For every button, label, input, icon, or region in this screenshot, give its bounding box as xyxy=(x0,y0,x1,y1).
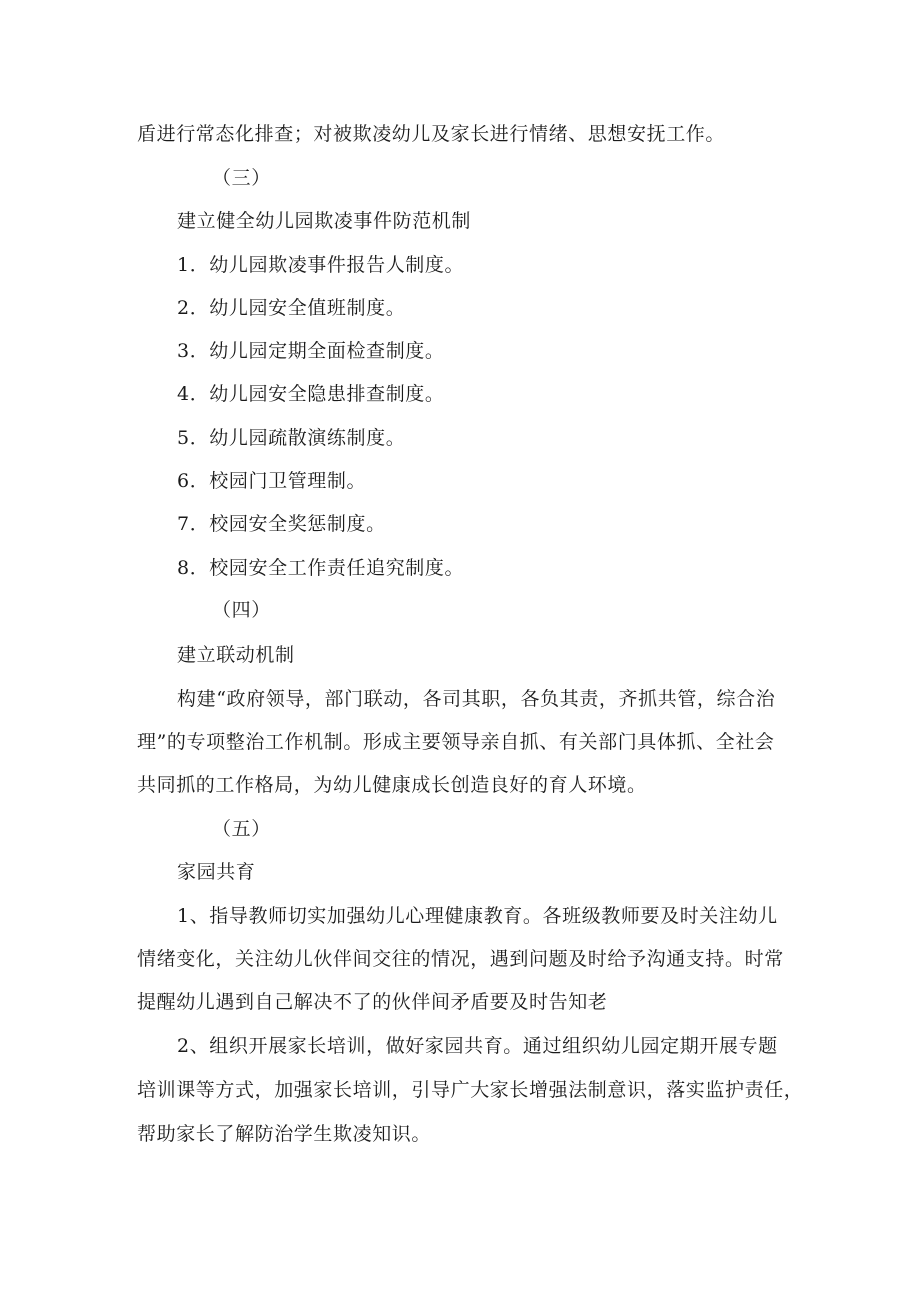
list-item: 6．校园门卫管理制。 xyxy=(177,470,367,492)
list-item: 7．校园安全奖惩制度。 xyxy=(177,513,386,535)
section-4-number: （四） xyxy=(212,599,271,621)
paragraph-line: 共同抓的工作格局，为幼儿健康成长创造良好的育人环境。 xyxy=(137,774,647,796)
list-item: 8．校园安全工作责任追究制度。 xyxy=(177,557,465,579)
list-item: 4．幼儿园安全隐患排查制度。 xyxy=(177,383,445,405)
section-5-title: 家园共育 xyxy=(177,861,256,883)
list-item: 5．幼儿园疏散演练制度。 xyxy=(177,427,406,449)
continuation-text: 盾进行常态化排查；对被欺凌幼儿及家长进行情绪、思想安抚工作。 xyxy=(137,123,726,145)
list-item: 2．幼儿园安全值班制度。 xyxy=(177,297,406,319)
list-item: 3．幼儿园定期全面检查制度。 xyxy=(177,340,445,362)
section-4-title: 建立联动机制 xyxy=(177,644,295,666)
paragraph-line: 2、组织开展家长培训，做好家园共育。通过组织幼儿园定期开展专题 xyxy=(177,1035,778,1057)
section-3-title: 建立健全幼儿园欺凌事件防范机制 xyxy=(177,210,472,232)
paragraph-line: 构建“政府领导，部门联动，各司其职，各负其责，齐抓共管，综合治 xyxy=(177,688,776,710)
paragraph-line: 1、指导教师切实加强幼儿心理健康教育。各班级教师要及时关注幼儿 xyxy=(177,905,778,927)
list-item: 1．幼儿园欺凌事件报告人制度。 xyxy=(177,254,465,276)
section-5-number: （五） xyxy=(212,818,271,840)
paragraph-line: 提醒幼儿遇到自己解决不了的伙伴间矛盾要及时告知老 xyxy=(137,991,608,1013)
paragraph-line: 培训课等方式，加强家长培训，引导广大家长增强法制意识，落实监护责任， xyxy=(137,1079,804,1101)
paragraph-line: 情绪变化，关注幼儿伙伴间交往的情况，遇到问题及时给予沟通支持。时常 xyxy=(137,948,784,970)
paragraph-line: 帮助家长了解防治学生欺凌知识。 xyxy=(137,1123,432,1145)
section-3-number: （三） xyxy=(212,167,271,189)
paragraph-line: 理”的专项整治工作机制。形成主要领导亲自抓、有关部门具体抓、全社会 xyxy=(137,731,775,753)
